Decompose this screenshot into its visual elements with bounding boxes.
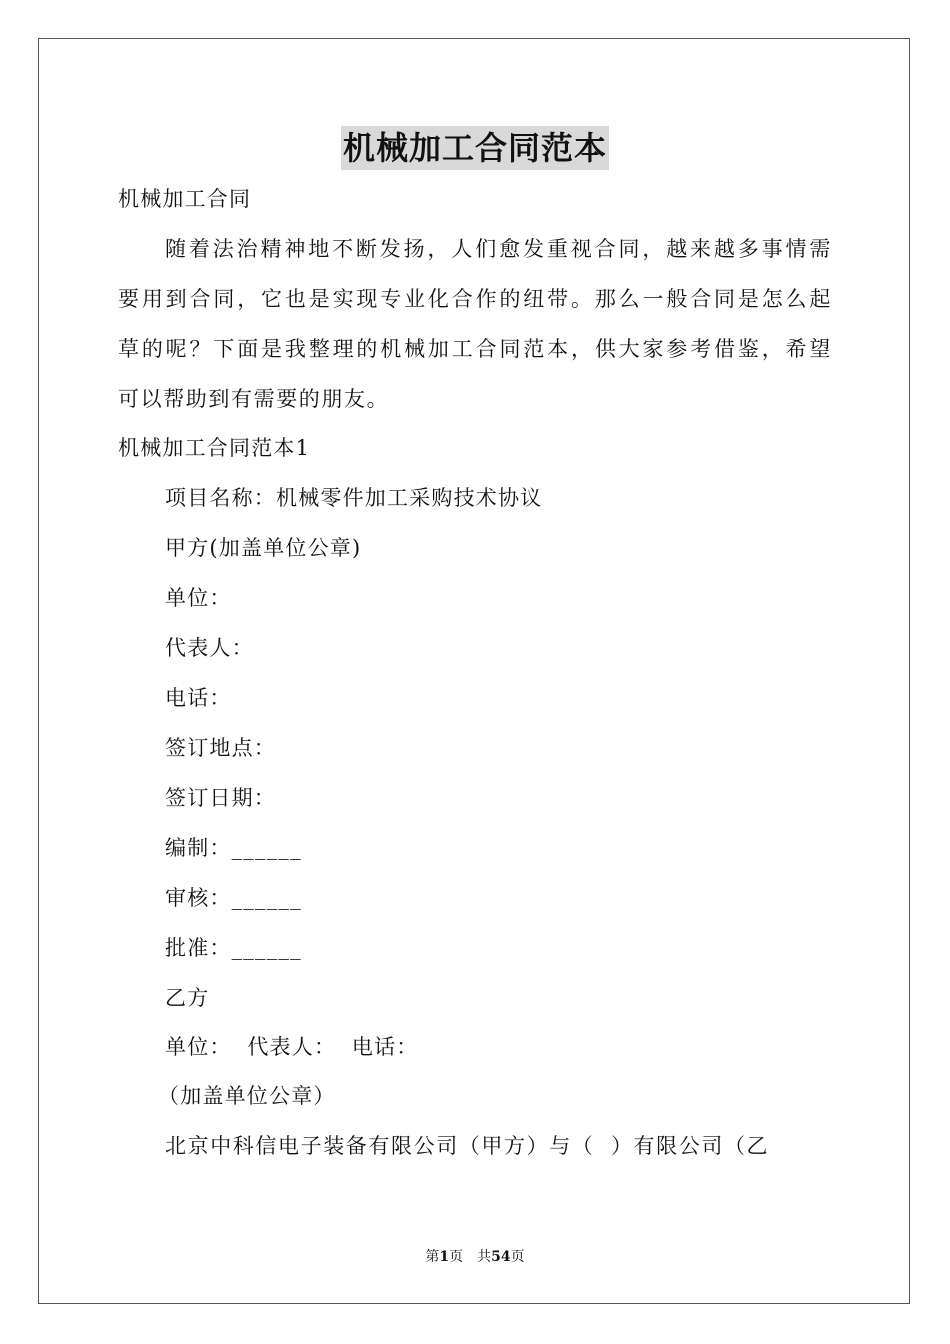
representative-field: 代表人： xyxy=(165,636,254,660)
signing-date-field: 签订日期： xyxy=(165,786,276,810)
page-footer xyxy=(0,1248,950,1266)
unit-field: 单位： xyxy=(165,586,232,610)
contract-body-line: 北京中科信电子装备有限公司（甲方）与（ ）有限公司（乙 xyxy=(165,1134,770,1158)
party-b-fields: 单位： 代表人： 电话： xyxy=(165,1035,419,1059)
contract-heading: 机械加工合同范本1 xyxy=(118,436,311,460)
prepared-by-field: 编制：______ xyxy=(165,836,302,860)
intro-line: 要用到合同，它也是实现专业化合作的纽带。那么一般合同是怎么起 xyxy=(118,287,832,311)
footer-total-prefix: 共 xyxy=(477,1249,492,1265)
current-page-number: 1 xyxy=(439,1249,450,1265)
total-page-number: 54 xyxy=(491,1249,511,1265)
intro-line: 可以帮助到有需要的朋友。 xyxy=(118,387,390,411)
project-name-line: 项目名称：机械零件加工采购技术协议 xyxy=(165,486,543,510)
footer-suffix: 页 xyxy=(510,1249,525,1265)
footer-mid: 页 xyxy=(449,1249,464,1265)
party-b-line: 乙方 xyxy=(165,986,210,1010)
reviewed-by-field: 审核：______ xyxy=(165,886,302,910)
document-title: 机械加工合同范本 xyxy=(341,126,609,170)
title-container xyxy=(0,126,950,170)
seal-note: （加盖单位公章） xyxy=(158,1084,336,1108)
page-border xyxy=(38,38,910,1304)
intro-paragraph xyxy=(118,234,832,434)
intro-line: 草的呢？下面是我整理的机械加工合同范本，供大家参考借鉴，希望 xyxy=(118,337,832,361)
signing-place-field: 签订地点： xyxy=(165,736,276,760)
intro-line: 随着法治精神地不断发扬，人们愈发重视合同，越来越多事情需 xyxy=(165,237,832,261)
section-heading: 机械加工合同 xyxy=(118,187,252,211)
approved-by-field: 批准：______ xyxy=(165,936,302,960)
party-a-line: 甲方(加盖单位公章) xyxy=(165,536,362,560)
footer-prefix: 第 xyxy=(425,1249,440,1265)
phone-field: 电话： xyxy=(165,686,232,710)
